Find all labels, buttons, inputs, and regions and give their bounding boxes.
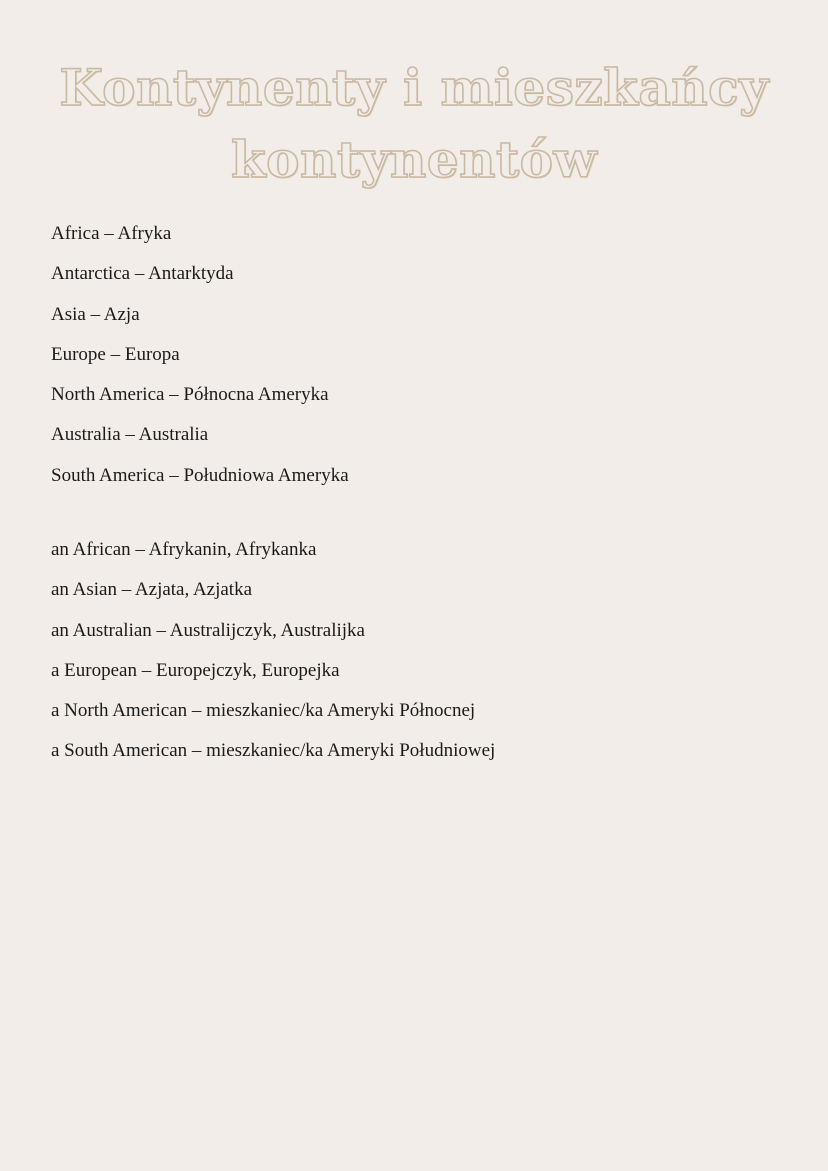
- page-title: [0, 52, 828, 196]
- inhabitants-list: [51, 530, 495, 772]
- page-title-line-1: Kontynenty i mieszkańcy: [59, 58, 769, 117]
- list-item-australian: an Australian – Australijczyk, Australijka: [51, 619, 365, 641]
- list-item-south-america: South America – Południowa Ameryka: [51, 464, 349, 486]
- list-item-europe: Europe – Europa: [51, 343, 180, 365]
- page-title-line-2: kontynentów: [231, 130, 597, 189]
- list-item-asia: Asia – Azja: [51, 303, 140, 325]
- continents-list: [51, 214, 349, 496]
- list-item-south-american: a South American – mieszkaniec/ka Ameryki Południowej: [51, 740, 496, 762]
- list-item-asian: an Asian – Azjata, Azjatka: [51, 579, 253, 601]
- list-item-north-america: North America – Północna Ameryka: [51, 384, 329, 406]
- list-item-african: an African – Afrykanin, Afrykanka: [51, 539, 317, 560]
- list-item-africa: Africa – Afryka: [51, 223, 172, 244]
- list-item-australia: Australia – Australia: [51, 424, 209, 446]
- list-item-north-american: a North American – mieszkaniec/ka Ameryki Północnej: [51, 700, 476, 722]
- list-item-european: a European – Europejczyk, Europejka: [51, 659, 340, 681]
- list-item-antarctica: Antarctica – Antarktyda: [51, 263, 234, 285]
